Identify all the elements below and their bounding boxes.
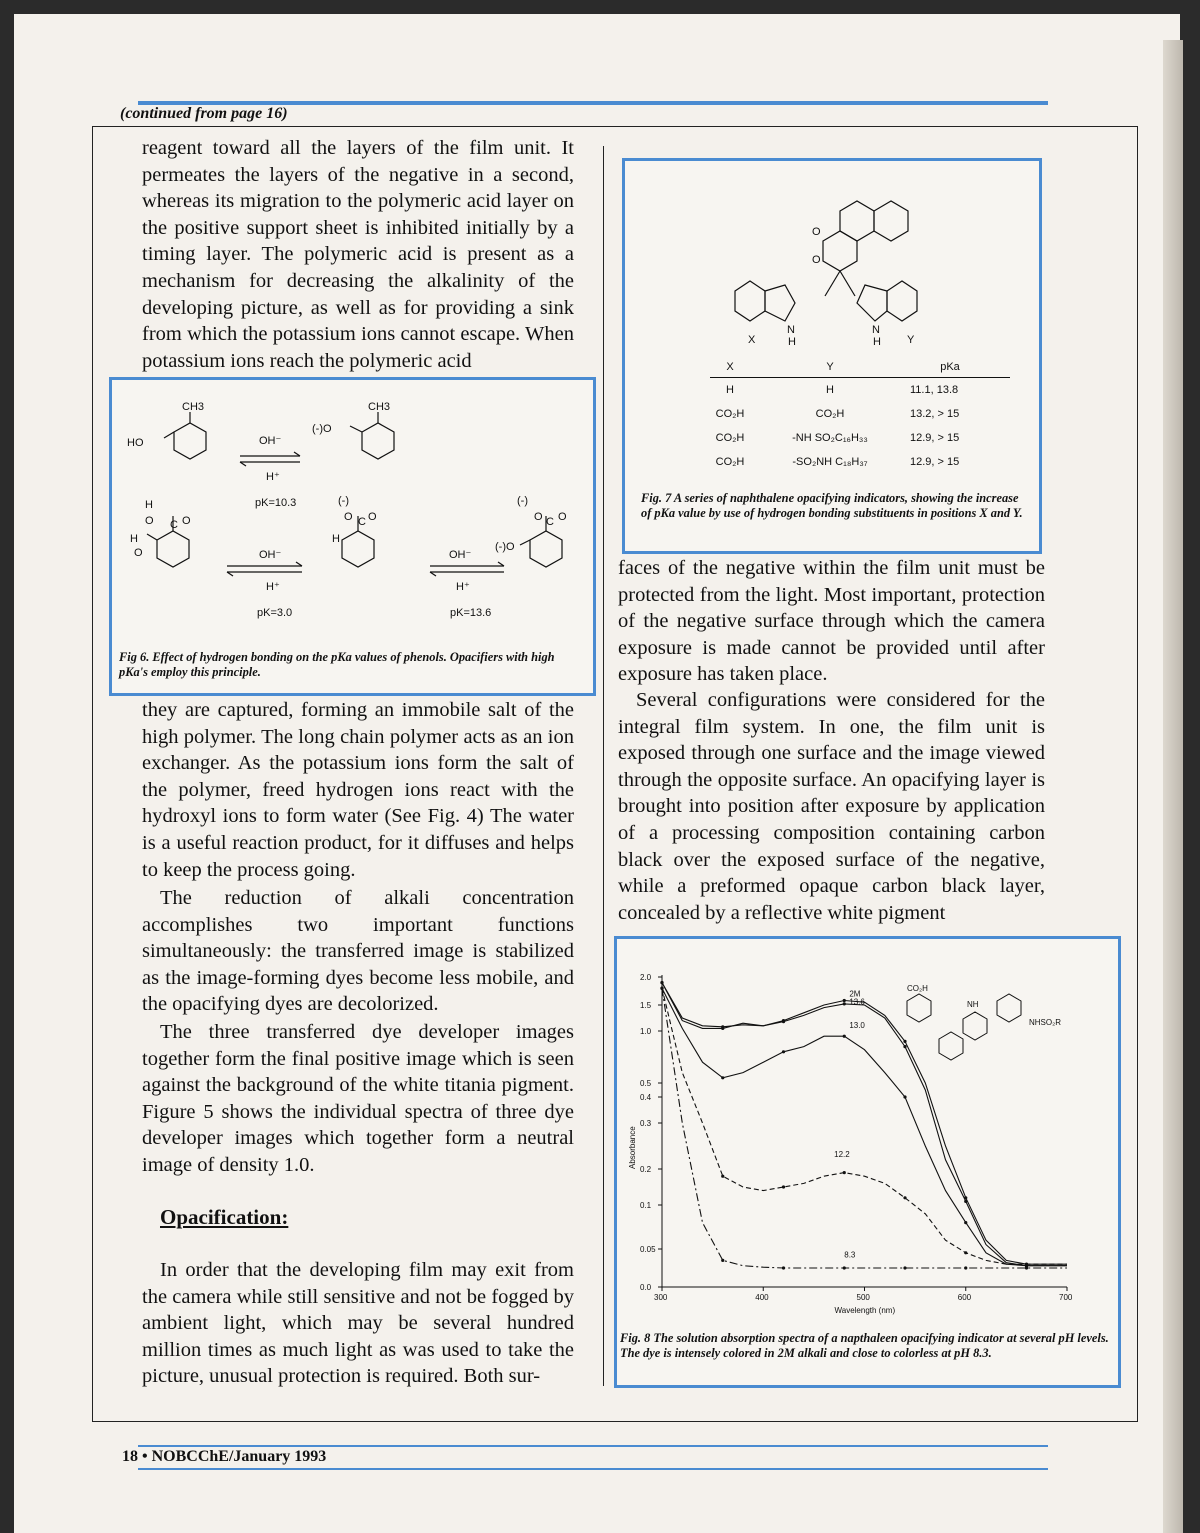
fig6-o-3: O bbox=[134, 547, 143, 559]
fig6-minus-3: (-) bbox=[517, 495, 528, 507]
fig6-ho: HO bbox=[127, 437, 144, 449]
fig6-c-1: C bbox=[170, 519, 178, 531]
fig7-cell: H bbox=[826, 384, 834, 396]
fig7-col-x: X bbox=[726, 361, 734, 373]
y-tick-label: 0.3 bbox=[640, 1119, 652, 1128]
data-point bbox=[843, 1002, 846, 1005]
fig7-table-row bbox=[710, 378, 1010, 402]
fig8-caption: Fig. 8 The solution absorption spectra of a napthaleen opacifying indicator at several pH levels. The dye is intensely colored in 2M alkali and close to colorless at pH 8.3. bbox=[620, 1331, 1109, 1360]
data-point bbox=[1025, 1263, 1028, 1266]
footer-rule-bottom bbox=[138, 1468, 1048, 1470]
fig7-cell: -SO₂NH C₁₈H₃₇ bbox=[792, 456, 868, 468]
fig8-co2h-label: CO₂H bbox=[907, 984, 928, 993]
fig7-table-row bbox=[710, 426, 1010, 450]
fig6-hplus-3: H⁺ bbox=[456, 581, 470, 593]
fig7-cell: 11.1, 13.8 bbox=[910, 384, 959, 396]
series-annotation: 8.3 bbox=[844, 1250, 856, 1260]
series-line bbox=[662, 988, 1067, 1268]
fig7-table bbox=[710, 361, 1010, 474]
data-point bbox=[1025, 1266, 1028, 1269]
fig7-cell: CO₂H bbox=[715, 432, 745, 444]
series-annotation: 12.2 bbox=[834, 1149, 850, 1159]
series-annotation: 13.6 bbox=[849, 997, 865, 1007]
fig7-y: Y bbox=[907, 334, 915, 346]
figure-6 bbox=[109, 377, 596, 696]
fig6-o-5: O bbox=[368, 511, 377, 523]
fig7-cell: 13.2, > 15 bbox=[910, 408, 960, 420]
data-point bbox=[903, 1045, 906, 1048]
data-point bbox=[964, 1266, 967, 1269]
fig7-o-1: O bbox=[812, 226, 821, 238]
data-point bbox=[843, 1171, 846, 1174]
fig6-ominus-1: (-)O bbox=[312, 423, 332, 435]
fig6-o-7: O bbox=[558, 511, 567, 523]
fig6-ch3-2: CH3 bbox=[368, 401, 391, 413]
fig6-diagram bbox=[112, 380, 593, 640]
data-point bbox=[903, 1095, 906, 1098]
fig6-oh-minus-3: OH⁻ bbox=[449, 549, 472, 561]
data-point bbox=[782, 1020, 785, 1023]
right-paragraph-1: faces of the negative within the film unit must be protected from the light. Most important, protection of the negative surface through which the camera exposure is made cannot be provided until after exposure has taken place. bbox=[618, 557, 1045, 686]
fig8-chart bbox=[617, 939, 1118, 1319]
data-point bbox=[843, 1266, 846, 1269]
continued-label: (continued from page 16) bbox=[120, 105, 288, 122]
page-footer: 18 • NOBCChE/January 1993 bbox=[122, 1448, 327, 1465]
data-point bbox=[660, 987, 663, 990]
data-point bbox=[903, 1040, 906, 1043]
footer-rule-top bbox=[138, 1445, 1048, 1447]
fig8-ring bbox=[907, 994, 931, 1022]
fig7-molecule bbox=[625, 161, 1039, 361]
fig7-table-row bbox=[710, 402, 1010, 426]
fig7-cell: -NH SO₂C₁₆H₃₃ bbox=[792, 432, 868, 444]
data-point bbox=[843, 999, 846, 1002]
y-tick-label: 0.2 bbox=[640, 1165, 652, 1174]
fig6-minus-2: (-) bbox=[338, 495, 349, 507]
data-point bbox=[782, 1050, 785, 1053]
fig6-o-2: O bbox=[182, 515, 191, 527]
x-tick-label: 300 bbox=[654, 1293, 668, 1302]
fig6-h-2: H bbox=[130, 533, 138, 545]
data-point bbox=[843, 1035, 846, 1038]
fig7-cell: 12.9, > 15 bbox=[910, 432, 960, 444]
x-tick-label: 400 bbox=[755, 1293, 769, 1302]
series-annotation: 13.0 bbox=[849, 1021, 865, 1030]
left-paragraph-3: The reduction of alkali concentration accomplishes two important functions simultaneously: the transferred image is stabilized as the image-forming dyes become less mobile, and the opacifying dyes are decolorized. bbox=[142, 887, 574, 1016]
y-tick-label: 0.05 bbox=[640, 1245, 656, 1254]
left-paragraph-1: reagent toward all the layers of the film unit. It permeates the layers of the negative in a second, whereas its migration to the polymeric acid layer on the positive support sheet is inhibited initially by a timing layer. The polymeric acid is present as a mechanism for decreasing the alkalinity of the developing picture, as well as for providing a sink from which the potassium ions cannot escape. When potassium ions reach the polymeric acid bbox=[142, 137, 574, 372]
y-tick-label: 0.1 bbox=[640, 1201, 652, 1210]
data-point bbox=[782, 1266, 785, 1269]
data-point bbox=[903, 1196, 906, 1199]
fig6-o-1: O bbox=[145, 515, 154, 527]
fig7-table-row bbox=[710, 450, 1010, 474]
fig6-pk3: pK=13.6 bbox=[450, 607, 492, 619]
fig6-pk1: pK=10.3 bbox=[255, 497, 297, 509]
data-point bbox=[721, 1076, 724, 1079]
figure-7 bbox=[622, 158, 1042, 554]
fig8-ring bbox=[939, 1032, 963, 1060]
y-axis-label: Absorbance bbox=[628, 1126, 637, 1169]
fig6-h-1: H bbox=[145, 499, 153, 511]
y-tick-label: 1.5 bbox=[640, 1001, 652, 1010]
fig7-cell: CO₂H bbox=[715, 456, 745, 468]
fig6-ominus-2: (-)O bbox=[495, 541, 515, 553]
opacification-heading: Opacification: bbox=[160, 1205, 289, 1229]
fig6-oh-minus-2: OH⁻ bbox=[259, 549, 282, 561]
fig7-h-2: H bbox=[873, 336, 881, 348]
column-divider bbox=[603, 146, 604, 1386]
fig6-h-3: H bbox=[332, 533, 340, 545]
data-point bbox=[721, 1025, 724, 1028]
fig6-o-6: O bbox=[534, 511, 543, 523]
data-point bbox=[782, 1185, 785, 1188]
data-point bbox=[964, 1221, 967, 1224]
figure-8 bbox=[614, 936, 1121, 1388]
fig7-table-header bbox=[710, 361, 1010, 378]
right-paragraph-2: Several configurations were considered for the integral film system. In one, the film unit is exposed through one surface and the image viewed through the opposite surface. An opacifying layer is brought into position after exposure by application of a processing composition containing carbon black over the exposed surface of the negative, while a preformed opaque carbon black layer, concealed by a reflective white pigment bbox=[618, 689, 1045, 924]
fig8-ring bbox=[997, 994, 1021, 1022]
fig7-col-pka: pKa bbox=[940, 361, 960, 373]
fig8-ring bbox=[963, 1012, 987, 1040]
fig7-h-1: H bbox=[788, 336, 796, 348]
left-paragraph-5: In order that the developing film may exit from the camera while still sensitive and not be fogged by ambient light, which may be several hundred million times as much light as was used to take the picture, unusual protection is required. Both sur- bbox=[142, 1259, 574, 1388]
fig8-nhso2r-label: NHSO₂R bbox=[1029, 1018, 1061, 1027]
fig7-x: X bbox=[748, 334, 756, 346]
y-tick-label: 1.0 bbox=[640, 1027, 652, 1036]
fig7-cell: H bbox=[726, 384, 734, 396]
fig6-hplus-2: H⁺ bbox=[266, 581, 280, 593]
x-tick-label: 500 bbox=[856, 1293, 870, 1302]
data-point bbox=[721, 1259, 724, 1262]
fig6-caption: Fig 6. Effect of hydrogen bonding on the pKa values of phenols. Opacifiers with high pKa's employ this principle. bbox=[119, 650, 555, 679]
fig7-cell: 12.9, > 15 bbox=[910, 456, 960, 468]
data-point bbox=[721, 1175, 724, 1178]
fig7-o-2: O bbox=[812, 254, 821, 266]
fig6-c-2: C bbox=[358, 516, 366, 528]
fig7-n-1: N bbox=[787, 324, 795, 336]
y-tick-label: 0.0 bbox=[640, 1283, 652, 1292]
fig7-col-y: Y bbox=[826, 361, 834, 373]
data-point bbox=[903, 1266, 906, 1269]
fig6-pk2: pK=3.0 bbox=[257, 607, 293, 619]
fig7-caption: Fig. 7 A series of naphthalene opacifying indicators, showing the increase of pKa value by use of hydrogen bonding substituents in positions X and Y. bbox=[641, 491, 1023, 520]
fig6-o-4: O bbox=[344, 511, 353, 523]
fig6-oh-minus-1: OH⁻ bbox=[259, 435, 282, 447]
data-point bbox=[964, 1200, 967, 1203]
fig7-cell: CO₂H bbox=[715, 408, 745, 420]
data-point bbox=[660, 981, 663, 984]
fig7-cell: CO₂H bbox=[815, 408, 845, 420]
fig6-ch3-1: CH3 bbox=[182, 401, 205, 413]
left-paragraph-4: The three transferred dye developer images together form the final positive image which is seen against the background of the white titania pigment. Figure 5 shows the individual spectra of three dye developer images which together form a neutral image of density 1.0. bbox=[142, 1021, 574, 1176]
x-tick-label: 700 bbox=[1059, 1293, 1073, 1302]
page-spine-shadow bbox=[1163, 40, 1183, 1533]
y-tick-label: 2.0 bbox=[640, 973, 652, 982]
series-annotation: 2M bbox=[849, 989, 861, 999]
y-tick-label: 0.5 bbox=[640, 1079, 652, 1088]
fig7-n-2: N bbox=[872, 324, 880, 336]
fig8-nh-label: NH bbox=[967, 1000, 979, 1009]
fig6-c-3: C bbox=[546, 516, 554, 528]
x-axis-label: Wavelength (nm) bbox=[834, 1306, 896, 1315]
x-tick-label: 600 bbox=[957, 1293, 972, 1302]
left-paragraph-2: they are captured, forming an immobile salt of the high polymer. The long chain polymer acts as an ion exchanger. As the potassium ions form the salt of the polymer, freed hydrogen ions react with the hydroxyl ions to form water (See Fig. 4) The water is a useful reaction product, for it diffuses and helps to keep the process going. bbox=[142, 699, 574, 881]
y-tick-label: 0.4 bbox=[640, 1093, 652, 1102]
data-point bbox=[964, 1251, 967, 1254]
fig6-hplus-1: H⁺ bbox=[266, 471, 280, 483]
